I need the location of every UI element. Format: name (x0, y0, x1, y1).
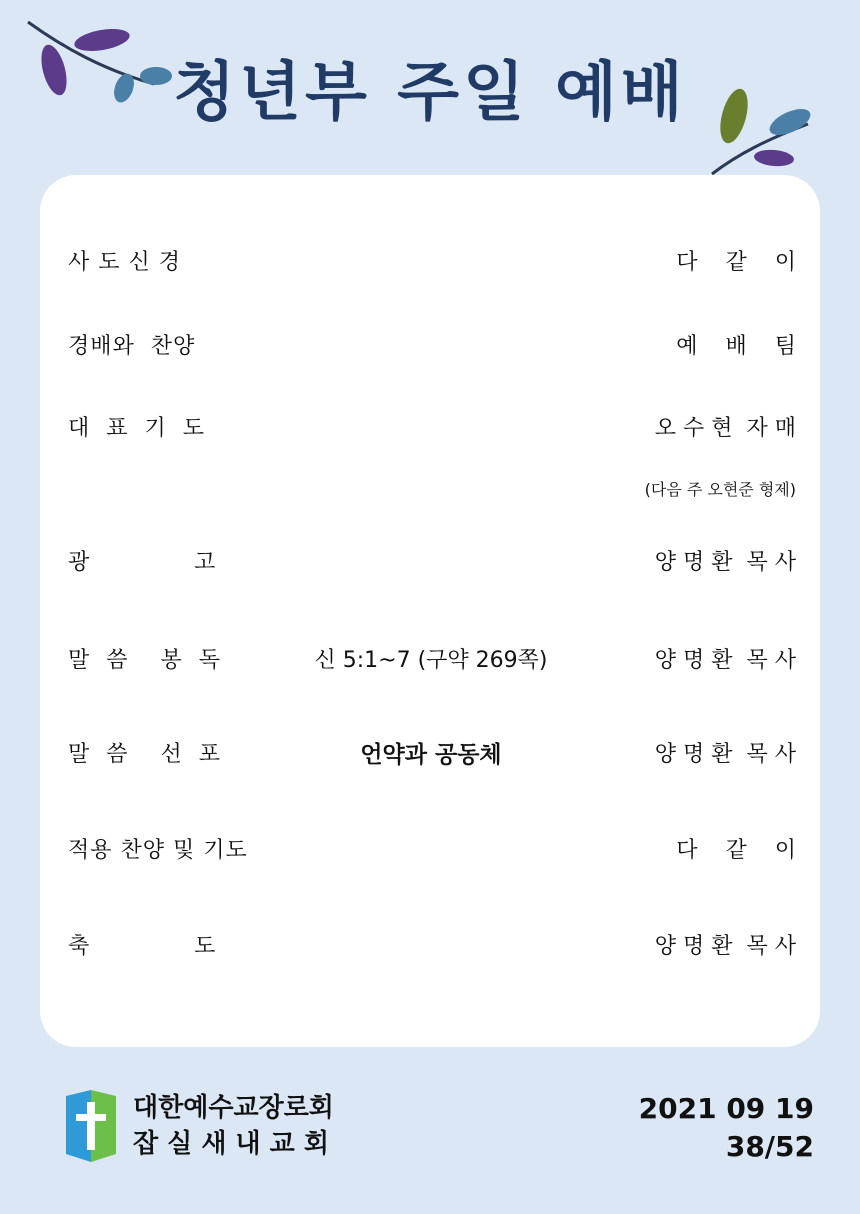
sermon-title: 언약과 공동체 (360, 742, 502, 768)
worship-order-card (40, 175, 820, 1047)
order-role: 적용 찬양 및 기도 (68, 838, 248, 863)
order-row (40, 831, 820, 871)
denomination-name: 대한예수교장로회 (133, 1093, 334, 1123)
order-row (40, 927, 820, 967)
bulletin-info (639, 1090, 814, 1166)
order-role: 사 도 신 경 (68, 250, 181, 275)
order-person: 양 명 환 목 사 (654, 742, 796, 767)
order-role: 경배와 찬양 (68, 334, 196, 359)
page-title: 청년부 주일 예배 (173, 56, 687, 130)
church-cross-logo (66, 1090, 116, 1162)
order-person: 다 같 이 (676, 838, 796, 863)
order-person: 양 명 환 목 사 (654, 550, 796, 575)
order-row (40, 409, 820, 449)
order-row (40, 243, 820, 283)
leaf-decoration-icon (708, 84, 818, 179)
order-row (40, 327, 820, 367)
church-name (133, 1090, 334, 1162)
order-note: (다음 주 오현준 형제) (644, 480, 796, 499)
order-person: 다 같 이 (676, 250, 796, 275)
service-date: 2021 09 19 (638, 1092, 814, 1125)
order-row (40, 543, 820, 583)
order-row (40, 641, 820, 681)
order-person: 오 수 현 자 매 (654, 416, 796, 441)
order-role: 말 씀 선 포 (68, 742, 221, 767)
order-person: 양 명 환 목 사 (654, 648, 796, 673)
order-role: 말 씀 봉 독 (68, 648, 221, 673)
order-person: 예 배 팀 (676, 334, 796, 359)
order-note-row (40, 475, 820, 505)
order-role: 광 고 (68, 550, 217, 575)
order-detail: 신 5:1~7 (구약 269쪽) (314, 648, 548, 673)
order-row (40, 735, 820, 775)
order-role: 축 도 (68, 934, 217, 959)
order-person: 양 명 환 목 사 (654, 934, 796, 959)
issue-number: 38/52 (725, 1130, 814, 1163)
order-role: 대 표 기 도 (68, 416, 205, 441)
congregation-name: 잡 실 새 내 교 회 (133, 1129, 329, 1159)
